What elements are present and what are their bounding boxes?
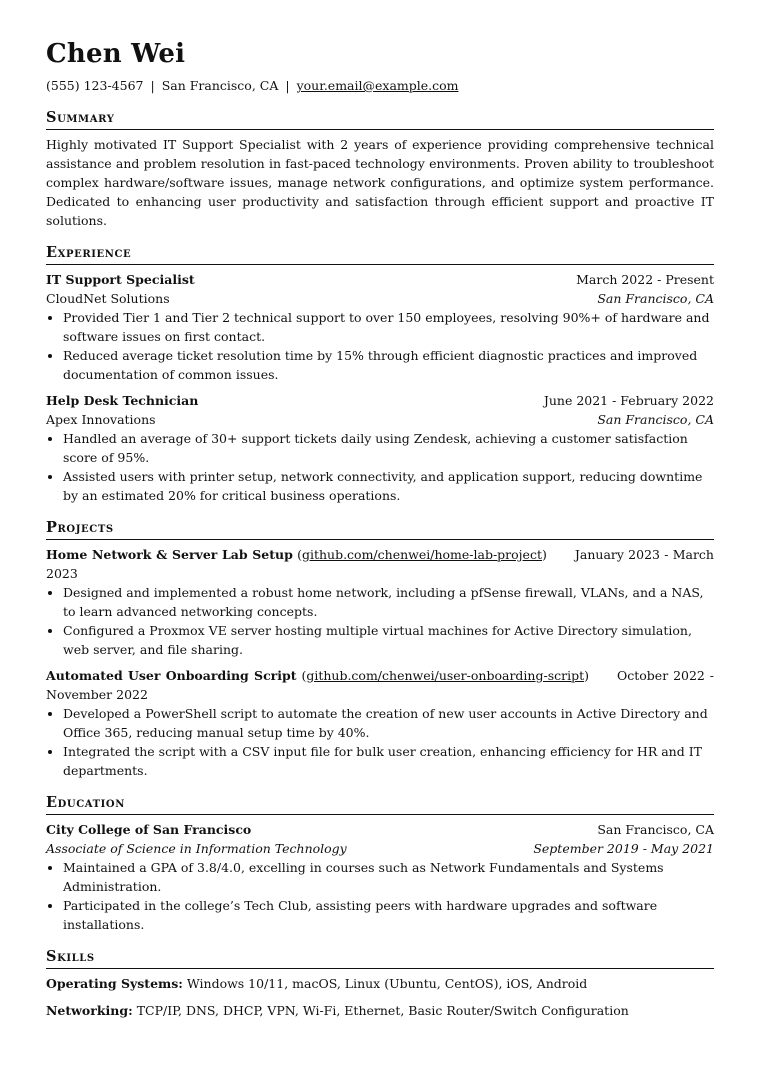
project-entry: Automated User Onboarding Script (github.com/chenwei/user-onboarding-script) October 2022 - November 2022 • Developed a PowerShell script to automate the creation of new user accounts in Active Directory and Office 365, reducing manual setup time by 40%. • Integrated the script with a CSV input file for bulk user creation, enhancing efficiency for HR and IT departments. <box>46 666 714 780</box>
skill-row <box>46 974 714 993</box>
email-link[interactable]: your.email@example.com <box>296 78 459 93</box>
location: San Francisco, CA <box>161 78 279 93</box>
summary-text: Highly motivated IT Support Specialist with 2 years of experience providing comprehensive technical assistance and problem resolution in fast-paced technology environments. Proven ability to troubleshoot complex hardware/software issues, manage network configurations, and optimize system performance. Dedicated to enhancing user productivity and satisfaction through efficient support and proactive IT solutions. <box>46 137 714 228</box>
bullet-item: • Provided Tier 1 and Tier 2 technical support to over 150 employees, resolving 90%+ of hardware and software issues on first contact. <box>63 308 714 346</box>
section-heading-experience: Experience <box>46 243 714 265</box>
section-heading-summary: Summary <box>46 108 714 130</box>
job-title: Help Desk Technician <box>46 393 199 408</box>
job-bullets <box>46 429 714 505</box>
job-location: San Francisco, CA <box>597 412 714 427</box>
skill-row <box>46 1001 714 1020</box>
project-entry: Home Network & Server Lab Setup (github.com/chenwei/home-lab-project) January 2023 - March 2023 • Designed and implemented a robust home network, including a pfSense firewall, VLANs, and a NAS, to learn advanced networking concepts. • Configured a Proxmox VE server hosting multiple virtual machines for Active Directory simulation, web server, and file sharing. <box>46 545 714 659</box>
skill-label: Operating Systems: <box>46 976 183 991</box>
job-bullets <box>46 308 714 384</box>
school-name: City College of San Francisco <box>46 822 252 837</box>
experience-entry <box>46 270 714 384</box>
project-dates: October 2022 - November 2022 <box>46 668 714 702</box>
section-heading-projects: Projects <box>46 518 714 540</box>
project-bullets <box>46 704 714 780</box>
company-name: Apex Innovations <box>46 412 156 427</box>
bullet-item: • Maintained a GPA of 3.8/4.0, excelling in courses such as Network Fundamentals and Systems Administration. <box>63 858 714 896</box>
company-name: CloudNet Solutions <box>46 291 170 306</box>
project-title: Home Network & Server Lab Setup <box>46 547 293 562</box>
job-location: San Francisco, CA <box>597 291 714 306</box>
education-entry <box>46 820 714 934</box>
experience-entry <box>46 391 714 505</box>
phone-number: (555) 123-4567 <box>46 78 144 93</box>
bullet-item: • Handled an average of 30+ support tickets daily using Zendesk, achieving a customer satisfaction score of 95%. <box>63 429 714 467</box>
job-dates: March 2022 - Present <box>576 272 714 287</box>
project-dates: January 2023 - March 2023 <box>46 547 714 581</box>
skill-label: Networking: <box>46 1003 133 1018</box>
candidate-name: Chen Wei <box>46 39 186 69</box>
bullet-item: • Developed a PowerShell script to automate the creation of new user accounts in Active Directory and Office 365, reducing manual setup time by 40%. <box>63 704 714 742</box>
project-title: Automated User Onboarding Script <box>46 668 297 683</box>
bullet-item: • Reduced average ticket resolution time by 15% through efficient diagnostic practices and improved documentation of common issues. <box>63 346 714 384</box>
project-link[interactable]: github.com/chenwei/user-onboarding-script <box>306 668 585 683</box>
school-location: San Francisco, CA <box>597 822 714 837</box>
section-heading-education: Education <box>46 793 714 815</box>
skill-value: Windows 10/11, macOS, Linux (Ubuntu, CentOS), iOS, Android <box>186 976 588 991</box>
job-dates: June 2021 - February 2022 <box>543 393 714 408</box>
education-bullets <box>46 858 714 934</box>
bullet-item: • Integrated the script with a CSV input file for bulk user creation, enhancing efficiency for HR and IT departments. <box>63 742 714 780</box>
bullet-item: • Designed and implemented a robust home network, including a pfSense firewall, VLANs, and a NAS, to learn advanced networking concepts. <box>63 583 714 621</box>
contact-separator: | <box>150 78 155 93</box>
degree-name: Associate of Science in Information Technology <box>46 841 347 856</box>
bullet-item: • Participated in the college’s Tech Club, assisting peers with hardware upgrades and software installations. <box>63 896 714 934</box>
bullet-item: • Assisted users with printer setup, network connectivity, and application support, reducing downtime by an estimated 20% for critical business operations. <box>63 467 714 505</box>
bullet-item: • Configured a Proxmox VE server hosting multiple virtual machines for Active Directory simulation, web server, and file sharing. <box>63 621 714 659</box>
job-title: IT Support Specialist <box>46 272 195 287</box>
skill-value: TCP/IP, DNS, DHCP, VPN, Wi-Fi, Ethernet, Basic Router/Switch Configuration <box>136 1003 629 1018</box>
section-heading-skills: Skills <box>46 947 714 969</box>
contact-line <box>46 77 714 95</box>
education-dates: September 2019 - May 2021 <box>533 841 714 856</box>
project-link[interactable]: github.com/chenwei/home-lab-project <box>301 547 542 562</box>
project-bullets <box>46 583 714 659</box>
contact-separator: | <box>285 78 290 93</box>
